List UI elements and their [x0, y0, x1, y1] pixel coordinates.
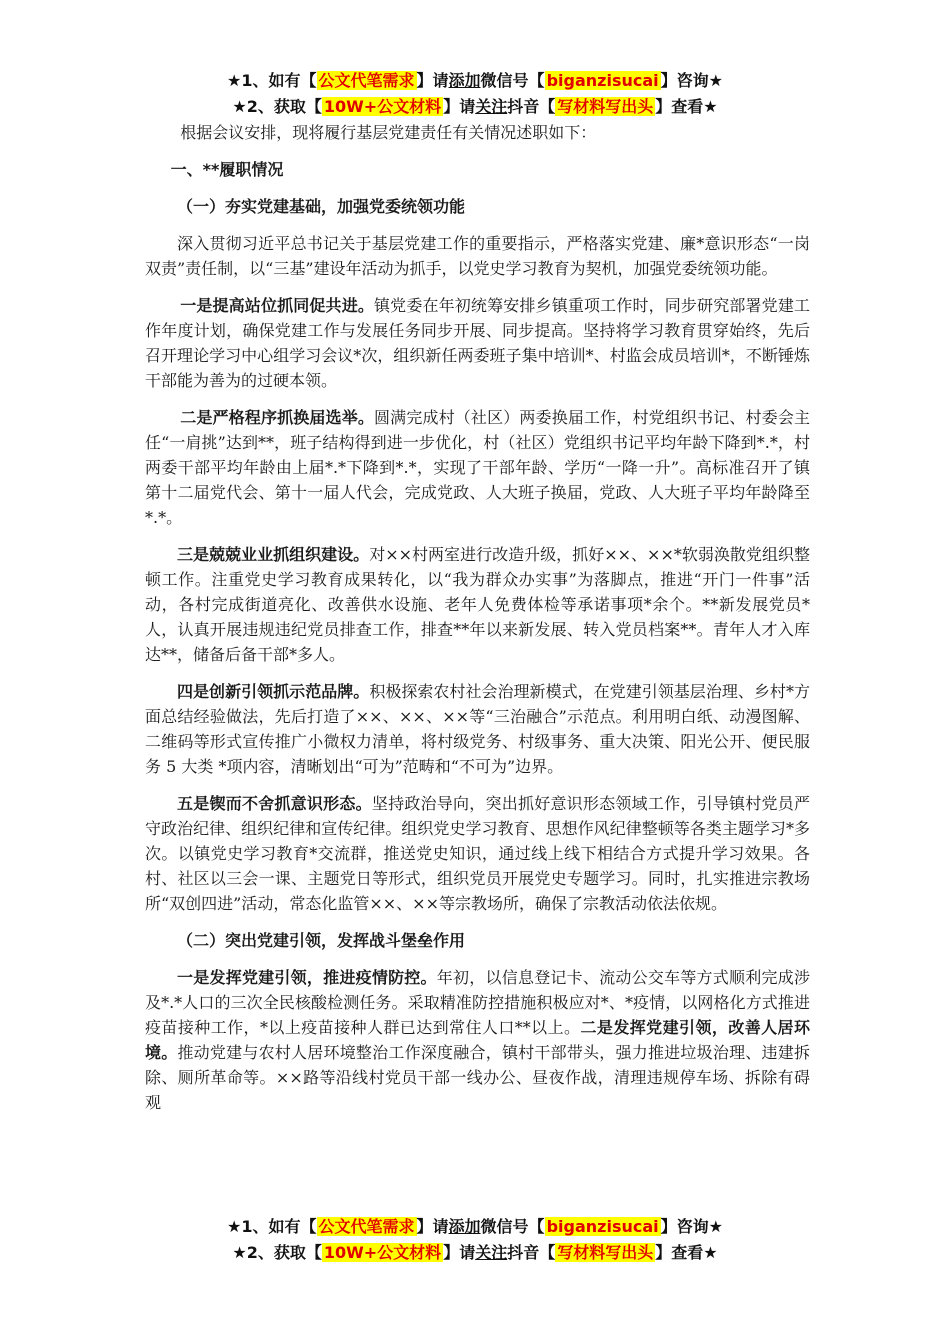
promo-highlight: 10W+公文材料: [323, 97, 442, 116]
paragraph-text: 镇党委在年初统筹安排乡镇重项工作时，同步研究部署党建工作年度计划，确保党建工作与发展任务同步开展、同步提高。坚持将学习教育贯穿始终，先后召开理论学习中心组学习会议*次，组织新任两委班子集中培训*、村监会成员培训*，不断锤炼干部能为善为的过硬本领。: [145, 296, 810, 390]
paragraph-lead: 一是发挥党建引领，推进疫情防控。: [177, 968, 437, 987]
subsection-heading: （二）突出党建引领，发挥战斗堡垒作用: [177, 931, 466, 950]
promo-text: 】查看★: [655, 1243, 718, 1262]
paragraph: [145, 293, 810, 393]
paragraph-lead: 四是创新引领抓示范品牌。: [177, 682, 370, 701]
paragraph-lead: 三是兢兢业业抓组织建设。: [177, 545, 370, 564]
promo-underline: 关注: [475, 1243, 508, 1262]
promo-text: ★2、获取【: [232, 97, 322, 116]
promo-line-1: [0, 68, 950, 94]
paragraph-lead: 二是严格程序抓换届选举。: [180, 408, 375, 427]
promo-highlight: 公文代笔需求: [318, 1217, 415, 1236]
paragraph-lead: 一是提高站位抓同促共进。: [180, 296, 375, 315]
promo-text: 抖音【: [507, 97, 556, 116]
promo-text: 】请: [443, 1243, 476, 1262]
promo-text: 】咨询★: [660, 71, 723, 90]
paragraph-text: 对××村两室进行改造升级，抓好××、××*软弱涣散党组织整顿工作。注重党史学习教育成果转化，以“我为群众办实事”为落脚点，推进“开门一件事”活动，各村完成街道亮化、改善供水设施、老年人免费体检等承诺事项*余个。**新发展党员*人，认真开展违规违纪党员排查工作，排查**年以来新发展、转入党员档案**。青年人才入库达**，储备后备干部*多人。: [145, 545, 810, 664]
paragraph: [145, 791, 810, 916]
promo-underline: 添加: [448, 1217, 481, 1236]
paragraph-text: 积极探索农村社会治理新模式，在党建引领基层治理、乡村*方面总结经验做法，先后打造了××、××、××等“三治融合”示范点。利用明白纸、动漫图解、二维码等形式宣传推广小微权力清单，将村级党务、村级事务、重大决策、阳光公开、便民服务 5 大类 *项内容，清晰划出“可为”范畴和“不可为”边界。: [145, 682, 810, 776]
promo-text: 】请: [443, 97, 476, 116]
section-heading: 一、**履职情况: [170, 160, 284, 179]
promo-text: ★1、如有【: [227, 71, 317, 90]
promo-text: ★2、获取【: [232, 1243, 322, 1262]
document-body: [145, 120, 810, 1115]
promo-text: 抖音【: [507, 1243, 556, 1262]
promo-text: 】咨询★: [660, 1217, 723, 1236]
paragraph-text: 圆满完成村（社区）两委换届工作，村党组织书记、村委会主任“一肩挑”达到**，班子结构得到进一步优化，村（社区）党组织书记平均年龄下降到*.*，村两委干部平均年龄由上届*.*下降到*.*，实现了干部年龄、学历“一降一升”。高标准召开了镇第十二届党代会、第十一届人代会，完成党政、人大班子换届，党政、人大班子平均年龄降至*.*。: [145, 408, 810, 527]
paragraph-lead: 二是发挥党建引领，改善人居环境。: [145, 1018, 810, 1062]
promo-wechat-id: biganzisucai: [546, 71, 659, 90]
subsection-heading: （一）夯实党建基础，加强党委统领功能: [177, 197, 466, 216]
paragraph-lead: 五是锲而不舍抓意识形态。: [177, 794, 372, 813]
promo-douyin-id: 写材料写出头: [557, 1243, 654, 1262]
promo-highlight: 公文代笔需求: [318, 71, 415, 90]
paragraph: 深入贯彻习近平总书记关于基层党建工作的重要指示，严格落实党建、廉*意识形态“一岗双责”责任制，以“三基”建设年活动为抓手，以党史学习教育为契机，加强党委统领功能。: [145, 234, 810, 278]
promo-underline: 关注: [475, 97, 508, 116]
promo-text: 】查看★: [655, 97, 718, 116]
promo-text: 】请: [416, 1217, 449, 1236]
paragraph: [145, 679, 810, 779]
promo-highlight: 10W+公文材料: [323, 1243, 442, 1262]
promo-text: 】请: [416, 71, 449, 90]
promo-banner-top: [0, 68, 950, 120]
promo-line-2: [0, 94, 950, 120]
paragraph: [145, 965, 810, 1115]
promo-underline: 添加: [448, 71, 481, 90]
paragraph-text: 推动党建与农村人居环境整治工作深度融合，镇村干部带头，强力推进垃圾治理、违建拆除、厕所革命等。××路等沿线村党员干部一线办公、昼夜作战，清理违规停车场、拆除有碍观: [145, 1043, 810, 1112]
promo-line-1: [0, 1214, 950, 1240]
intro-paragraph: 根据会议安排，现将履行基层党建责任有关情况述职如下：: [180, 123, 597, 142]
paragraph-text: 坚持政治导向，突出抓好意识形态领域工作，引导镇村党员严守政治纪律、组织纪律和宣传纪律。组织党史学习教育、思想作风纪律整顿等各类主题学习*多次。以镇党史学习教育*交流群，推送党史知识，通过线上线下相结合方式提升学习效果。各村、社区以三会一课、主题党日等形式，组织党员开展党史专题学习。同时，扎实推进宗教场所“双创四进”活动，常态化监管××、××等宗教场所，确保了宗教活动依法依规。: [145, 794, 810, 913]
promo-text: 微信号【: [480, 71, 545, 90]
promo-banner-bottom: [0, 1214, 950, 1266]
promo-line-2: [0, 1240, 950, 1266]
paragraph: [145, 405, 810, 530]
paragraph-text: 年初，以信息登记卡、流动公交车等方式顺利完成涉及*.*人口的三次全民核酸检测任务。采取精准防控措施积极应对*、*疫情，以网格化方式推进疫苗接种工作，*以上疫苗接种人群已达到常住人口**以上。: [145, 968, 810, 1037]
promo-wechat-id: biganzisucai: [546, 1217, 659, 1236]
promo-text: ★1、如有【: [227, 1217, 317, 1236]
promo-douyin-id: 写材料写出头: [557, 97, 654, 116]
paragraph: [145, 542, 810, 667]
promo-text: 微信号【: [480, 1217, 545, 1236]
